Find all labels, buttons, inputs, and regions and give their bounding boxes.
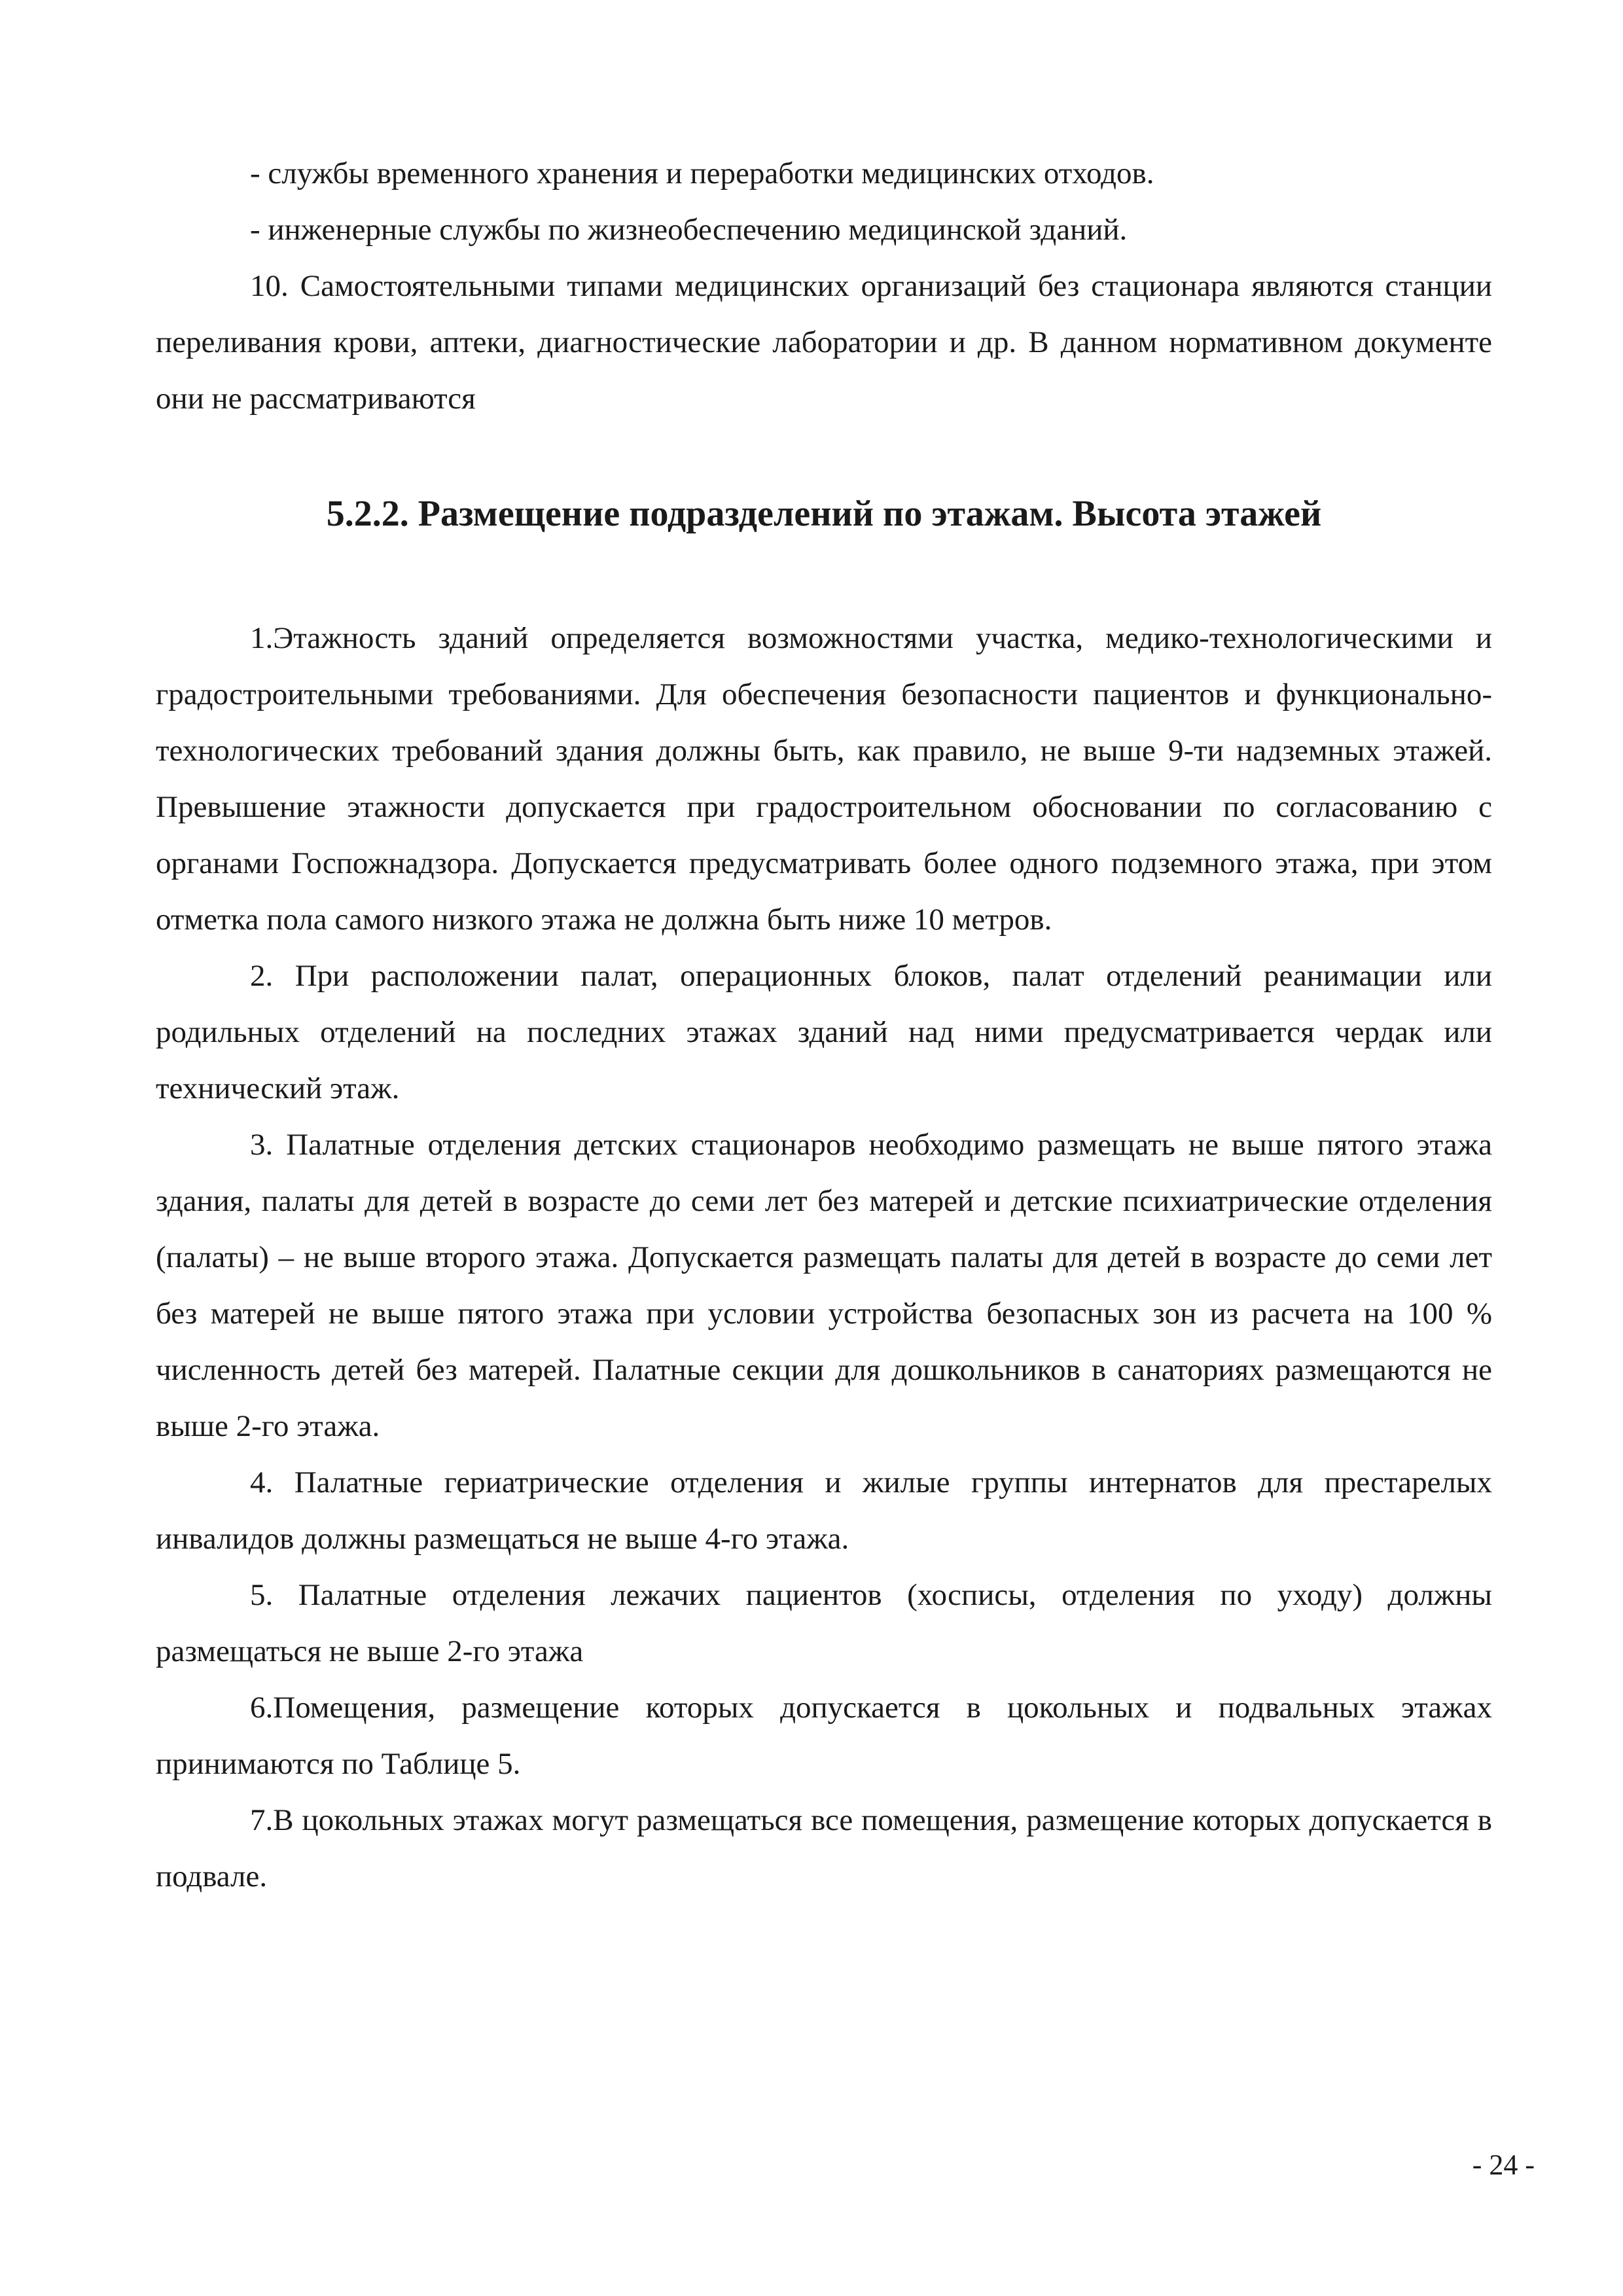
paragraph-item-3: 3. Палатные отделения детских стационаров необходимо размещать не выше пятого этажа здания, палаты для детей в возрасте до семи лет без матерей и детские психиатрические отделения (палаты) – не выше второго этажа. Допускается размещать палаты для детей в возрасте до семи лет без матерей не выше пятого этажа при условии устройства безопасных зон из расчета на 100 % численность детей без матерей. Палатные секции для дошкольников в санаториях размещаются не выше 2-го этажа. [156,1128,1492,1443]
paragraph-item-4: 4. Палатные гериатрические отделения и жилые группы интернатов для престарелых инвалидов должны размещаться не выше 4-го этажа. [156,1465,1492,1556]
paragraph-item-1: 1.Этажность зданий определяется возможностями участка, медико-технологическими и градостроительными требованиями. Для обеспечения безопасности пациентов и функционально-технологических требований здания должны быть, как правило, не выше 9-ти надземных этажей. Превышение этажности допускается при градостроительном обосновании по согласованию с органами Госпожнадзора. Допускается предусматривать более одного подземного этажа, при этом отметка пола самого низкого этажа не должна быть ниже 10 метров. [156,621,1492,937]
paragraph-item-6: 6.Помещения, размещение которых допускается в цокольных и подвальных этажах принимаются по Таблице 5. [156,1691,1492,1781]
paragraph-item-10: 10. Самостоятельными типами медицинских организаций без стационара являются станции переливания крови, аптеки, диагностические лаборатории и др. В данном нормативном документе они не рассматриваются [156,269,1492,416]
list-line-engineering-services: - инженерные службы по жизнеобеспечению медицинской зданий. [250,213,1128,247]
page-number: - 24 - [1472,2149,1535,2181]
paragraph-item-5: 5. Палатные отделения лежачих пациентов (хосписы, отделения по уходу) должны размещаться не выше 2-го этажа [156,1578,1492,1668]
section-body [156,610,1492,1905]
document-top-block [156,145,1492,427]
paragraph-item-2: 2. При расположении палат, операционных блоков, палат отделений реанимации или родильных отделений на последних этажах зданий над ними предусматривается чердак или технический этаж. [156,959,1492,1105]
list-line-waste-services: - службы временного хранения и переработки медицинских отходов. [250,156,1154,190]
section-heading: 5.2.2. Размещение подразделений по этажам. Высота этажей [326,493,1322,534]
paragraph-item-7: 7.В цокольных этажах могут размещаться все помещения, размещение которых допускается в подвале. [156,1803,1492,1893]
